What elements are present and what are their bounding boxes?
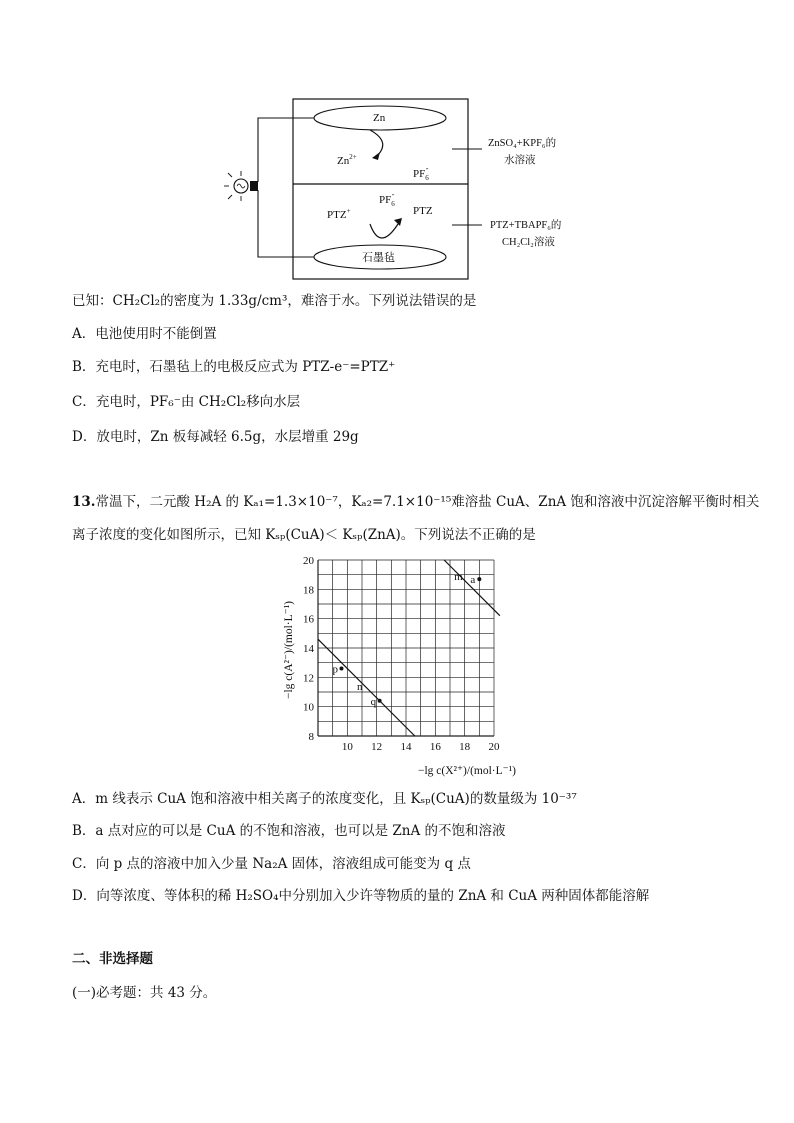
zn2-label: $Zn^{2+}$ — [337, 153, 357, 167]
y-tick-label: 18 — [303, 584, 314, 597]
pf6-lower-label: $PF_6-$ — [379, 190, 395, 208]
point-a — [477, 577, 481, 581]
x-axis-label: −lg c(X²⁺)/(mol·L⁻¹) — [417, 765, 516, 777]
q12-option-d: D．放电时，Zn 板每减轻 6.5g，水层增重 29g — [72, 429, 359, 445]
ptz-arrow — [370, 224, 398, 238]
wire-bottom — [258, 190, 314, 257]
q12-option-a: A．电池使用时不能倒置 — [72, 326, 217, 342]
point-label-a: a — [470, 574, 476, 587]
q12-given: 已知：CH₂Cl₂的密度为 1.33g/cm³，难溶于水。下列说法错误的是 — [72, 293, 477, 309]
point-p — [339, 667, 343, 671]
upper-solution-label-1: ZnSO₄+KPF₆的 — [488, 138, 557, 149]
q13-option-d: D．向等浓度、等体积的稀 H₂SO₄中分别加入少许等物质的量的 ZnA 和 CuA 两种固体都能溶解 — [72, 888, 650, 904]
chart-points — [332, 574, 481, 708]
x-tick-label: 14 — [400, 741, 412, 753]
y-tick-label: 12 — [303, 672, 314, 685]
solubility-chart — [270, 552, 530, 780]
y-tick-label: 8 — [308, 731, 314, 743]
y-tick-label: 14 — [303, 643, 314, 655]
light-bulb-icon — [224, 171, 258, 201]
zn-oxidation-arrow — [370, 130, 383, 157]
q12-option-b: B．充电时，石墨毡上的电极反应式为 PTZ-e⁻=PTZ⁺ — [72, 359, 396, 375]
y-tick-label: 20 — [303, 555, 314, 567]
point-q — [378, 699, 382, 703]
point-label-q: q — [370, 695, 377, 708]
y-tick-label: 16 — [303, 613, 314, 626]
q13-stem-text1: 常温下，二元酸 H₂A 的 Kₐ₁=1.3×10⁻⁷，Kₐ₂=7.1×10⁻¹⁵难溶盐 CuA、ZnA 饱和溶液中沉淀溶解平衡时相关 — [95, 494, 760, 510]
ptz-plus-label: PTZ+ — [327, 207, 351, 221]
series-line-m — [444, 560, 500, 616]
q13-option-b: B．a 点对应的可以是 CuA 的不饱和溶液，也可以是 ZnA 的不饱和溶液 — [72, 823, 506, 839]
section-subheading: (一)必考题：共 43 分。 — [72, 985, 217, 1001]
point-label-p: p — [332, 663, 338, 676]
x-tick-label: 10 — [341, 741, 353, 753]
wire-top — [258, 118, 314, 182]
upper-solution-label-2: 水溶液 — [504, 155, 536, 166]
lower-solution-label-2: CH₂Cl₂溶液 — [502, 237, 555, 248]
cell-diagram — [220, 92, 590, 284]
x-tick-label: 20 — [488, 741, 500, 753]
q13-stem-line1 — [72, 493, 759, 511]
section-heading: 二、非选择题 — [72, 951, 153, 967]
series-label-m: m — [454, 571, 463, 583]
zn-label: Zn — [373, 112, 386, 124]
ptz-label: PTZ — [413, 205, 433, 217]
zn-arrow-head — [372, 152, 380, 160]
chart-grid — [318, 560, 494, 736]
x-tick-label: 18 — [459, 741, 471, 753]
pf6-upper-label: $PF_6-$ — [413, 164, 429, 182]
q13-option-a: A．m 线表示 CuA 饱和溶液中相关离子的浓度变化，且 Kₛₚ(CuA)的数量级为 10⁻³⁷ — [72, 791, 577, 807]
lower-solution-label-1: PTZ+TBAPF₆的 — [490, 220, 562, 231]
y-tick-label: 10 — [303, 701, 314, 714]
q12-option-c: C．充电时，PF₆⁻由 CH₂Cl₂移向水层 — [72, 394, 301, 410]
x-tick-label: 12 — [371, 741, 383, 753]
point-label-n: n — [357, 681, 363, 694]
q13-stem-line2: 离子浓度的变化如图所示，已知 Kₛₚ(CuA)＜ Kₛₚ(ZnA)。下列说法不正确的是 — [72, 527, 536, 543]
q13-number: 13. — [72, 494, 96, 510]
graphite-felt-label: 石墨毡 — [362, 252, 395, 264]
y-axis-label: −lg c(A²⁻)/(mol·L⁻¹) — [283, 600, 295, 700]
q13-option-c: C．向 p 点的溶液中加入少量 Na₂A 固体，溶液组成可能变为 q 点 — [72, 856, 471, 872]
x-tick-label: 16 — [429, 741, 441, 753]
